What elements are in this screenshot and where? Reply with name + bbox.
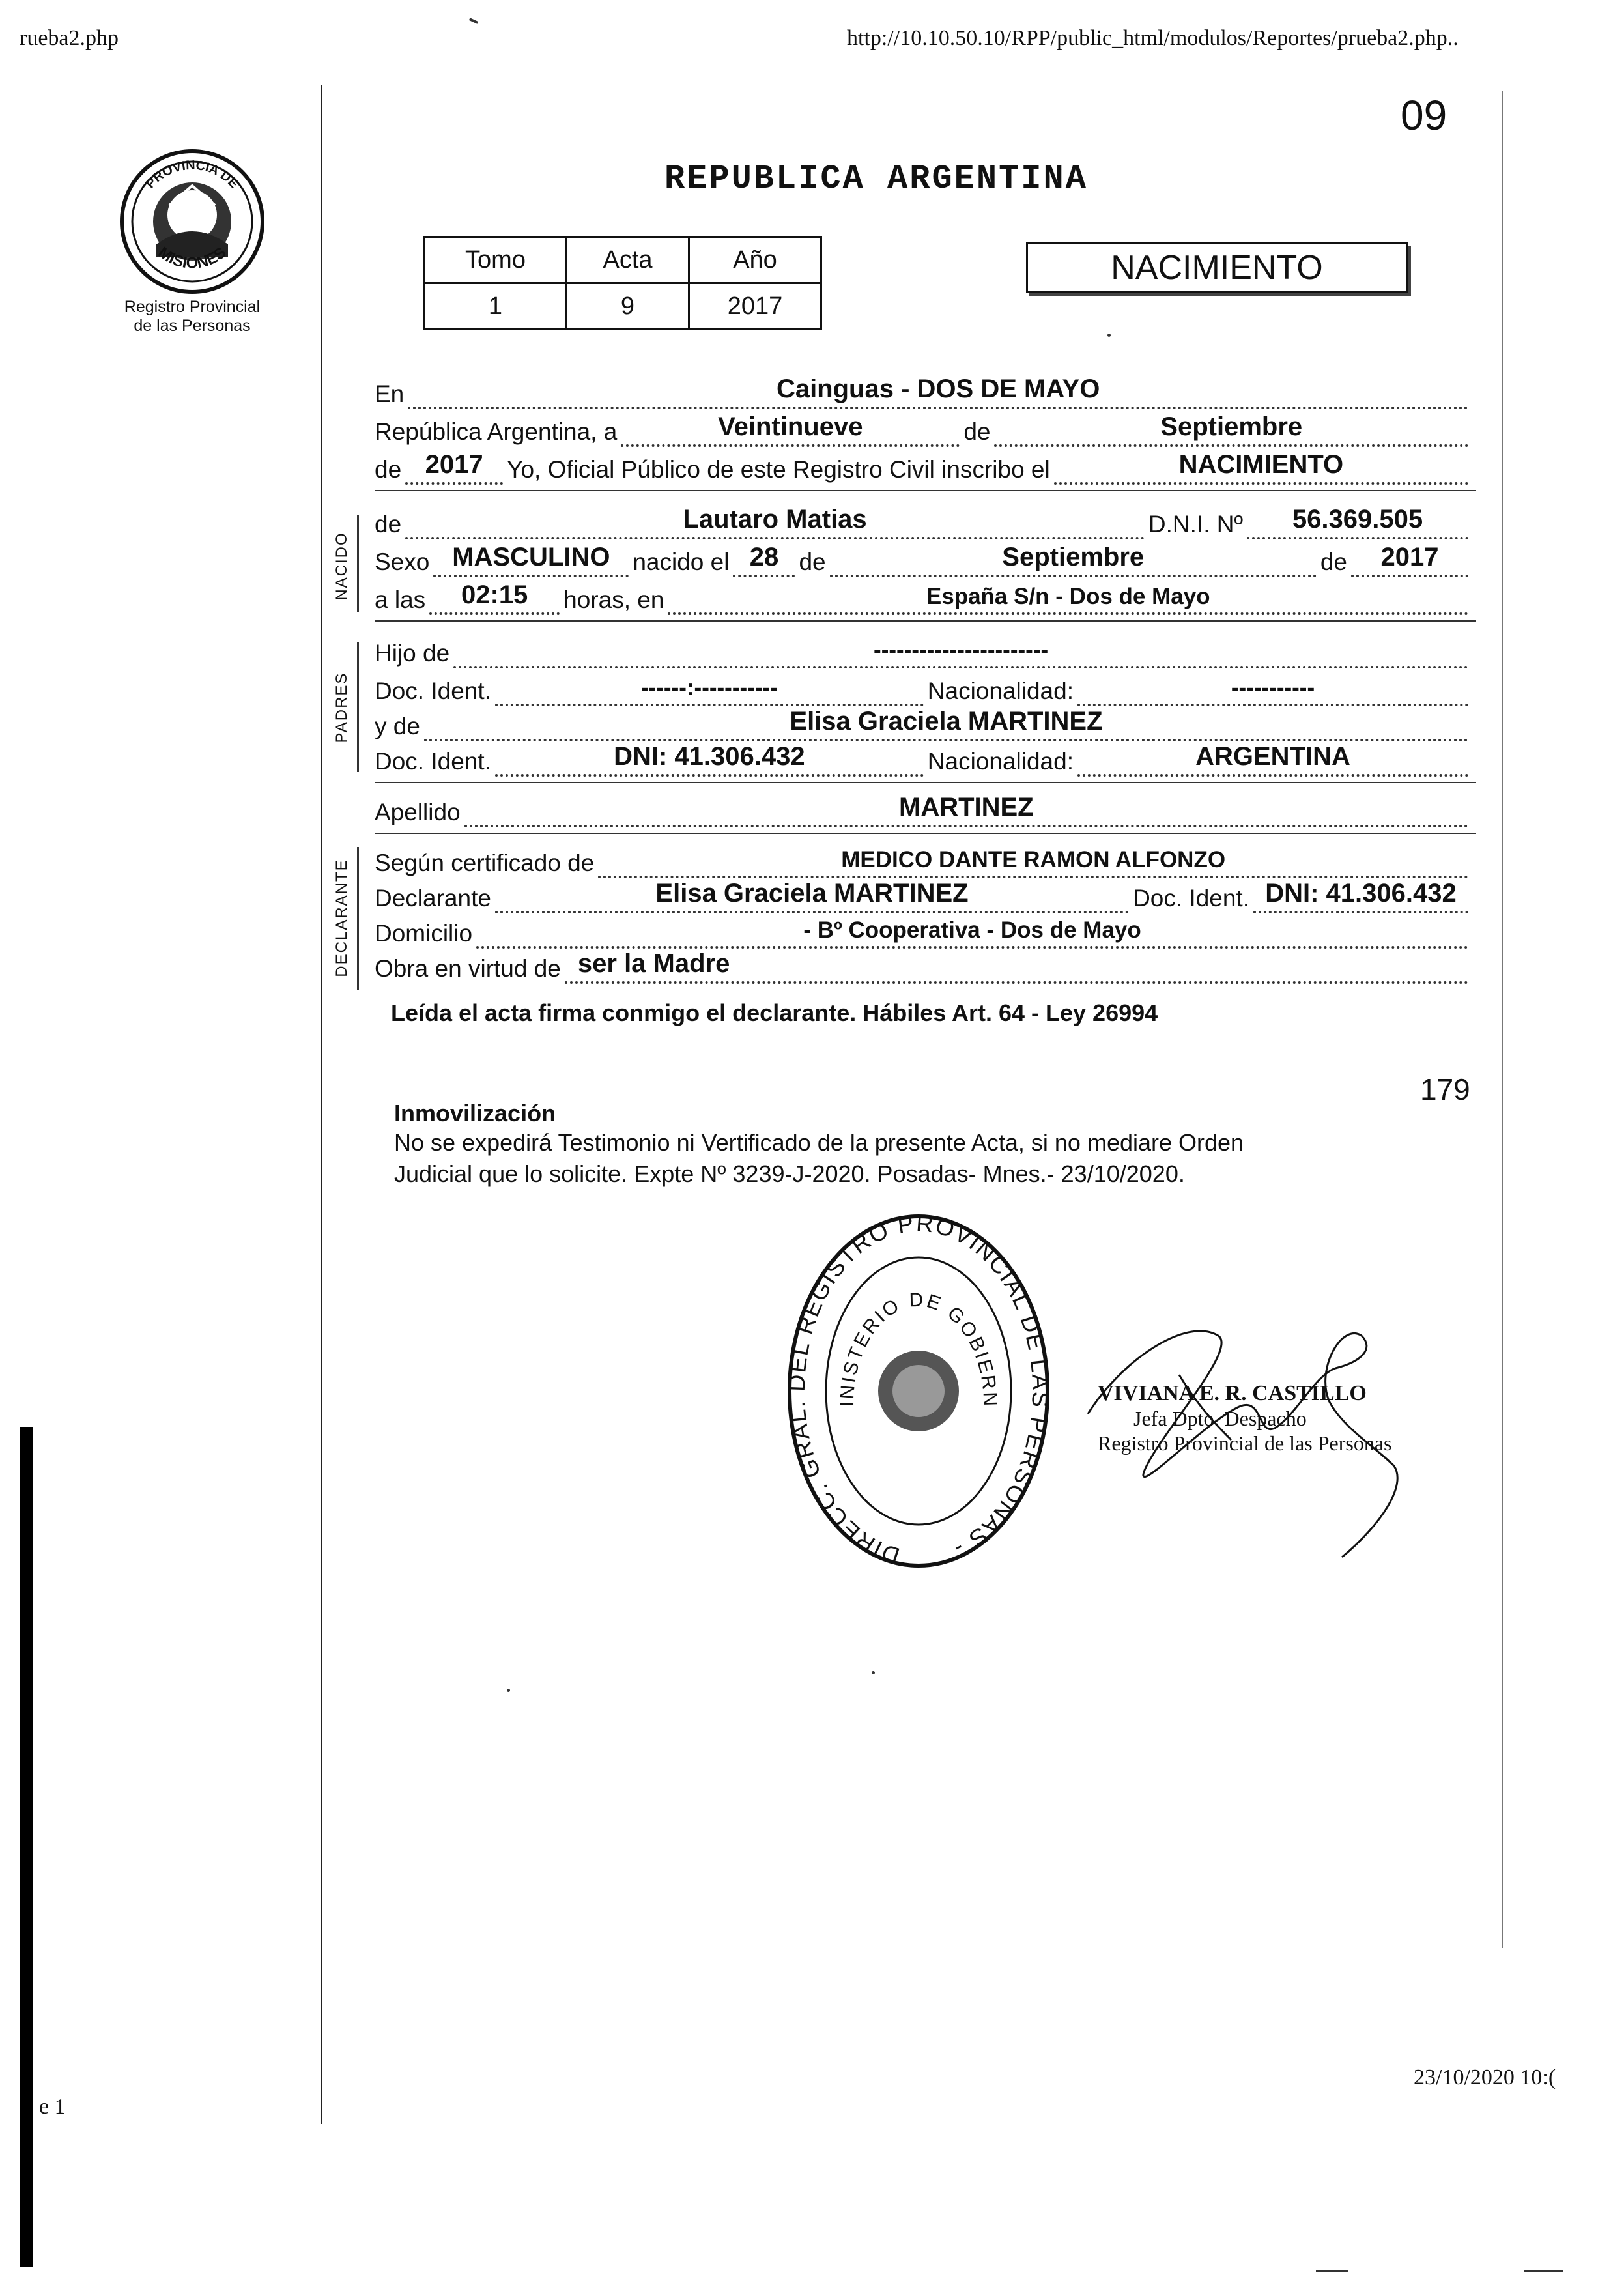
anio-field: [405, 446, 503, 485]
nombre-value: Lautaro Matias: [683, 505, 867, 534]
obra-value: ser la Madre: [577, 949, 730, 978]
dni-value: 56.369.505: [1292, 505, 1423, 534]
row-obra: [375, 947, 1472, 984]
row-hijo: [375, 632, 1472, 668]
nacido-section-bar: [357, 515, 359, 612]
svg-text:MINISTERIO DE GOBIERNO: INISTERIO DE GOBIERN: [836, 1289, 1001, 1409]
inmovilizacion-block: [394, 1100, 1462, 1190]
row-domicilio: [375, 912, 1472, 949]
row-en: [375, 373, 1472, 409]
acta-type-box: NACIMIENTO: [1026, 242, 1408, 293]
sexo-label: Sexo: [375, 549, 430, 575]
mes-field: [994, 408, 1468, 447]
mes-value: Septiembre: [1160, 412, 1303, 441]
certificado-field: [598, 839, 1468, 878]
row-doc2: [375, 740, 1472, 777]
row-sexo: [375, 541, 1472, 577]
dni-label: D.N.I. Nº: [1148, 511, 1243, 538]
doc1-field: [495, 667, 924, 706]
declarante-side-label: DECLARANTE: [333, 859, 350, 977]
official-stamp-icon: [782, 1209, 1055, 1573]
svg-text:DIRECC. GRAL. DEL REGISTRO PRO: DIRECC. GRAL. DEL REGISTRO PROVINCIAL DE LAS PERSONAS -: [782, 1209, 1055, 1570]
dni-field: [1247, 500, 1468, 539]
logo-caption-line1: Registro Provincial: [124, 298, 261, 316]
en-field: [408, 370, 1468, 409]
nacido-de2-label: de: [1320, 549, 1347, 575]
doc2-value: DNI: 41.306.432: [614, 742, 805, 771]
de-label: de: [963, 418, 991, 445]
declarante-label: Declarante: [375, 885, 491, 911]
folio-number: 179: [1420, 1072, 1470, 1106]
doc2-field: [495, 738, 924, 777]
decl-doc-value: DNI: 41.306.432: [1265, 879, 1457, 908]
nacido-label: nacido el: [633, 549, 730, 575]
nacido-dia-value: 28: [749, 543, 779, 571]
hijo-label: Hijo de: [375, 640, 450, 667]
declarante-value: Elisa Graciela MARTINEZ: [655, 879, 969, 908]
svg-text:MISIONES: MISIONES: [154, 243, 230, 272]
apellido-field: [464, 788, 1468, 827]
print-footer-left: e 1: [39, 2095, 66, 2119]
nacido-dia-field: [733, 538, 795, 577]
nacido-mes-value: Septiembre: [1002, 543, 1145, 571]
nacido-side-label: NACIDO: [333, 532, 350, 601]
anio-value: 2017: [689, 283, 821, 330]
padres-section-bar: [357, 642, 359, 772]
official-stamp: [782, 1209, 1055, 1573]
obra-label: Obra en virtud de: [375, 955, 561, 982]
scan-mark: [469, 18, 478, 24]
nac1-label: Nacionalidad:: [927, 678, 1074, 704]
nombre-field: [405, 500, 1145, 539]
anio-prefix-label: de: [375, 456, 402, 483]
nacido-de1-label: de: [799, 549, 826, 575]
doc1-value: ------:-----------: [640, 675, 778, 700]
print-footer-datetime: 23/10/2020 10:(: [1414, 2065, 1556, 2089]
anio-value-form: 2017: [425, 450, 483, 479]
domicilio-label: Domicilio: [375, 920, 473, 947]
nac1-field: [1077, 667, 1468, 706]
row-inscribo: [375, 448, 1472, 485]
acta-value: 9: [567, 283, 689, 330]
row-republica: [375, 410, 1472, 447]
scan-mark: [1524, 2270, 1563, 2272]
scan-edge-bar: [20, 1427, 33, 2267]
row-apellido: [375, 791, 1472, 827]
republica-label: República Argentina, a: [375, 418, 618, 445]
sexo-field: [433, 538, 629, 577]
apellido-value: MARTINEZ: [899, 793, 1034, 822]
inscribo-label: Yo, Oficial Público de este Registro Civil inscribo el: [507, 456, 1050, 483]
signature-org: Registro Provincial de las Personas: [1098, 1431, 1392, 1455]
right-border-line: [1502, 91, 1503, 1948]
sexo-value: MASCULINO: [452, 543, 610, 571]
apellido-label: Apellido: [375, 799, 461, 825]
hijo-field: [453, 629, 1468, 668]
print-header-left: rueba2.php: [20, 26, 119, 50]
doc1-label: Doc. Ident.: [375, 678, 491, 704]
document-title: REPUBLICA ARGENTINA: [664, 160, 1088, 198]
signature-name: VIVIANA E. R. CASTILLO: [1098, 1381, 1367, 1405]
yde-label: y de: [375, 713, 420, 739]
dia-value: Veintinueve: [718, 412, 863, 441]
domicilio-value: - Bº Cooperativa - Dos de Mayo: [803, 917, 1141, 943]
hora-label: a las: [375, 586, 426, 613]
tomo-value: 1: [425, 283, 567, 330]
certificado-value: MEDICO DANTE RAMON ALFONZO: [841, 847, 1226, 872]
signature-role: Jefa Dpto. Despacho: [1133, 1407, 1307, 1430]
closing-note: Leída el acta firma conmigo el declarante. Hábiles Art. 64 - Ley 26994: [391, 999, 1158, 1026]
inscribo-field: [1054, 446, 1468, 485]
declarante-field: [495, 874, 1129, 913]
row-doc1: [375, 670, 1472, 706]
row-declarante: [375, 877, 1472, 913]
madre-field: [424, 702, 1468, 741]
nacido-anio-value: 2017: [1380, 543, 1439, 571]
nac2-label: Nacionalidad:: [927, 748, 1074, 775]
hora-field: [429, 576, 560, 615]
inmovilizacion-line1: No se expedirá Testimonio ni Vertificado de la presente Acta, si no mediare Orden: [394, 1129, 1244, 1156]
decl-doc-label: Doc. Ident.: [1133, 885, 1249, 911]
left-border-line: [321, 85, 322, 2124]
nac1-value: -----------: [1231, 675, 1315, 700]
decl-doc-field: [1253, 874, 1468, 913]
anio-header: Año: [689, 237, 821, 283]
certificado-label: Según certificado de: [375, 850, 595, 876]
obra-field: [565, 945, 1468, 984]
nac2-value: ARGENTINA: [1195, 742, 1350, 771]
inmovilizacion-line2: Judicial que lo solicite. Expte Nº 3239-J-2020. Posadas- Mnes.- 23/10/2020.: [394, 1160, 1185, 1187]
en-value: Cainguas - DOS DE MAYO: [776, 375, 1100, 403]
section-separator: [375, 490, 1476, 491]
nac2-field: [1077, 738, 1468, 777]
hora-value: 02:15: [461, 581, 528, 609]
inmovilizacion-title: Inmovilización: [394, 1100, 556, 1126]
section-separator: [375, 833, 1476, 834]
section-separator: [375, 620, 1476, 622]
scan-mark: [1107, 334, 1111, 337]
scan-mark: [507, 1689, 510, 1692]
logo-caption-line2: de las Personas: [134, 317, 251, 335]
province-seal-icon: [117, 147, 267, 296]
section-separator: [375, 782, 1476, 783]
page-number: 09: [1401, 92, 1447, 139]
scan-mark: [872, 1671, 875, 1674]
nombre-label: de: [375, 511, 402, 538]
hijo-value: -----------------------: [874, 637, 1049, 663]
svg-text:PROVINCIA DE: PROVINCIA DE: [143, 158, 242, 192]
inscribo-value: NACIMIENTO: [1178, 450, 1344, 479]
nacido-anio-field: [1351, 538, 1468, 577]
nacido-mes-field: [830, 538, 1317, 577]
madre-value: Elisa Graciela MARTINEZ: [790, 707, 1103, 736]
province-seal-logo: [117, 147, 267, 296]
dia-field: [621, 408, 960, 447]
lugar-value: España S/n - Dos de Mayo: [926, 584, 1210, 609]
signature-block: [1098, 1381, 1436, 1456]
row-hora: [375, 579, 1472, 615]
padres-side-label: PADRES: [333, 672, 350, 743]
row-madre: [375, 705, 1472, 741]
doc2-label: Doc. Ident.: [375, 748, 491, 775]
print-header-url: http://10.10.50.10/RPP/public_html/modulos/Reportes/prueba2.php..: [847, 26, 1459, 50]
logo-caption: [94, 298, 290, 336]
tomo-acta-table: [423, 236, 822, 330]
en-label: En: [375, 380, 405, 407]
declarante-section-bar: [357, 847, 359, 990]
horas-label: horas, en: [563, 586, 664, 613]
domicilio-field: [476, 910, 1468, 949]
row-certificado: [375, 842, 1472, 878]
lugar-field: [668, 576, 1468, 615]
row-nombre: [375, 503, 1472, 539]
scan-mark: [1316, 2270, 1348, 2272]
tomo-header: Tomo: [425, 237, 567, 283]
acta-header: Acta: [567, 237, 689, 283]
